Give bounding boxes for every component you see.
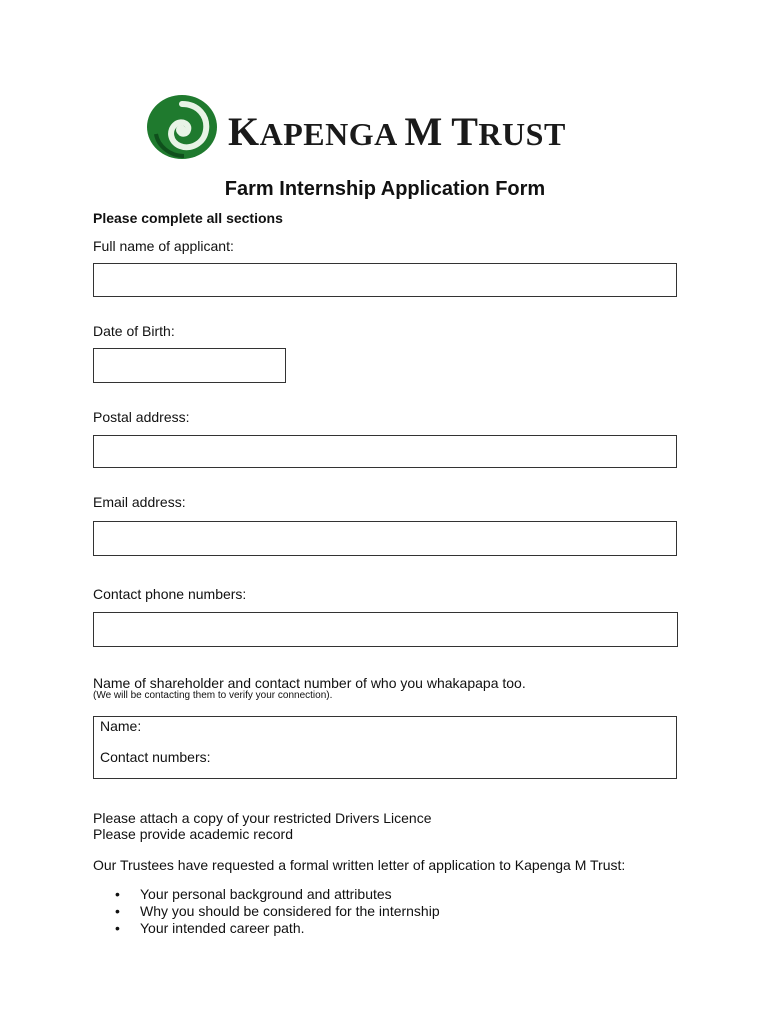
academic-record-text: Please provide academic record: [93, 826, 293, 842]
instruction-text: Please complete all sections: [93, 210, 283, 226]
dob-field[interactable]: [93, 348, 286, 383]
list-item: • Your personal background and attributes: [93, 886, 440, 903]
shareholder-field[interactable]: [93, 716, 677, 779]
logo-wordmark: KAPENGA M TRUST: [228, 109, 566, 154]
shareholder-label: Name of shareholder and contact number of who you whakapapa too.: [93, 675, 526, 691]
page-title: Farm Internship Application Form: [224, 178, 546, 200]
full-name-field[interactable]: [93, 263, 677, 297]
list-item: • Why you should be considered for the internship: [93, 903, 440, 920]
email-label: Email address:: [93, 494, 186, 510]
letter-intro-text: Our Trustees have requested a formal written letter of application to Kapenga M Trust:: [93, 857, 626, 873]
list-item: • Your intended career path.: [93, 920, 440, 937]
phone-field[interactable]: [93, 612, 678, 647]
letter-requirements-list: [93, 886, 440, 937]
email-field[interactable]: [93, 521, 677, 556]
full-name-label: Full name of applicant:: [93, 238, 234, 254]
shareholder-contact-label: Contact numbers:: [100, 749, 211, 765]
postal-address-field[interactable]: [93, 435, 677, 468]
dob-label: Date of Birth:: [93, 323, 175, 339]
shareholder-name-label: Name:: [100, 718, 142, 734]
shareholder-note: (We will be contacting them to verify your connection).: [93, 690, 333, 701]
logo-koru-icon: [146, 94, 218, 160]
attach-licence-text: Please attach a copy of your restricted Drivers Licence: [93, 810, 432, 826]
phone-label: Contact phone numbers:: [93, 586, 247, 602]
postal-address-label: Postal address:: [93, 409, 190, 425]
